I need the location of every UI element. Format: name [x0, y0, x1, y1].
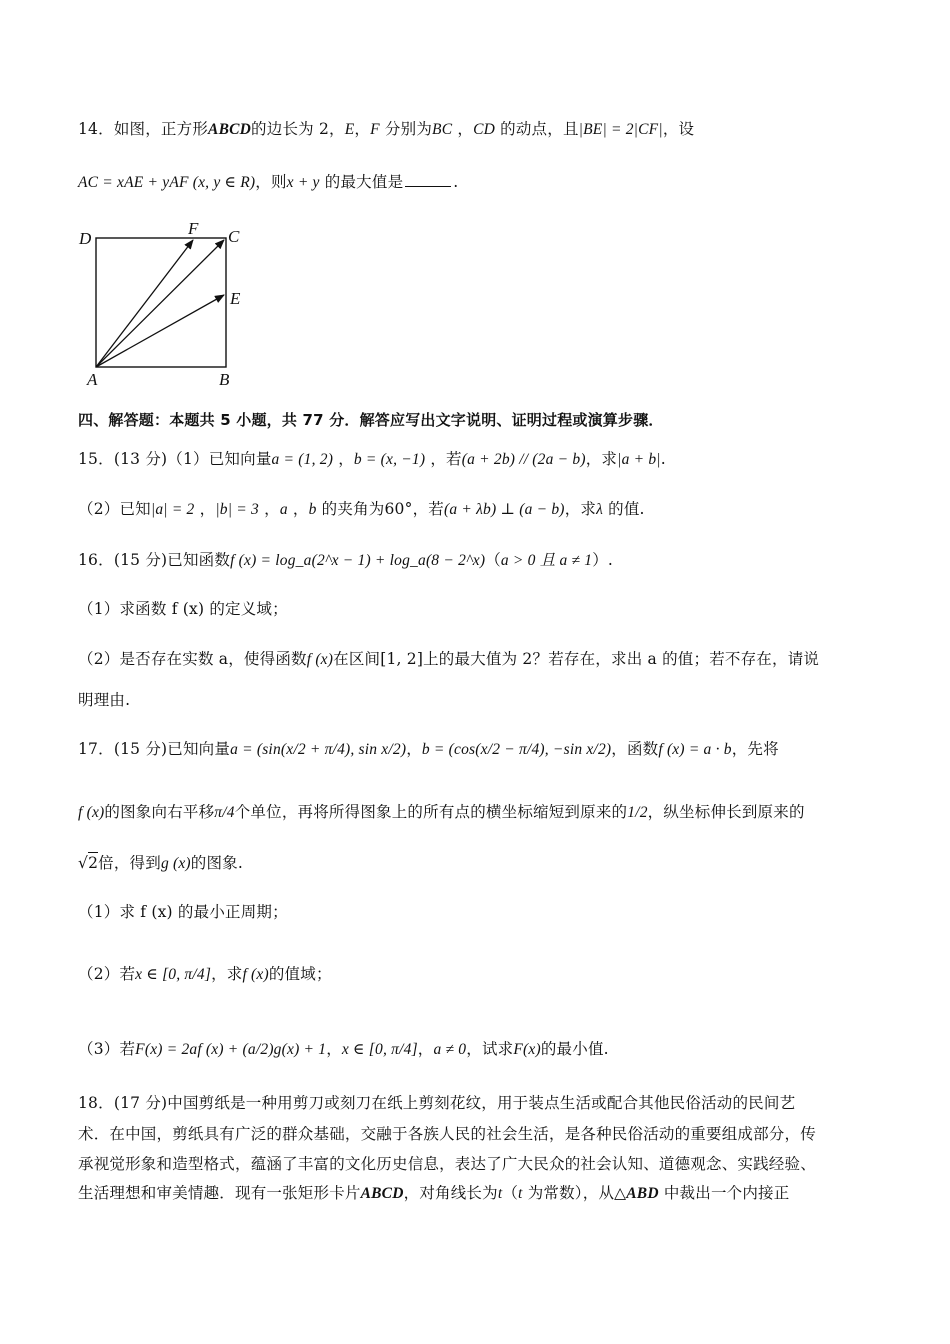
q16-text: 上的最大值为 2？若存在，求出 a 的值；若不存在，请说	[423, 650, 820, 668]
q17-text: ，求	[211, 965, 243, 983]
q16-line-4: 明理由.	[78, 691, 131, 709]
q15-text: 的夹角为	[316, 500, 385, 518]
q17-half: 1/2	[627, 804, 648, 821]
q17-text: ，试求	[466, 1040, 514, 1058]
q17-text: ，	[406, 740, 422, 758]
q15-vector-b: b	[308, 501, 317, 518]
q17-text: ，函数	[611, 740, 659, 758]
q18-line-3: 承视觉形象和造型格式，蕴涵了丰富的文化历史信息，表达了广大民众的社会认知、道德观念、实践经验、	[78, 1155, 816, 1173]
q18-rectangle-name: ABCD	[360, 1185, 404, 1202]
q17-domain: x ∈ [0, π/4]	[341, 1041, 418, 1058]
section-4-heading: 四、解答题：本题共 5 小题，共 77 分．解答应写出文字说明、证明过程或演算步骤．	[78, 411, 664, 429]
q15-lambda: λ	[596, 501, 604, 518]
q17-fx: f (x)	[78, 804, 105, 821]
q14-text: .	[453, 173, 459, 191]
q15-perpendicular-condition: (a + λb) ⊥ (a − b)	[443, 501, 565, 518]
q18-text: （	[502, 1184, 519, 1202]
q14-text: 分别为	[379, 120, 433, 138]
q17-text: （3）若	[78, 1040, 136, 1058]
q17-text: 17．(15 分)已知向量	[78, 740, 231, 758]
q14-sum: x + y	[286, 174, 320, 191]
q15-parallel-condition: (a + 2b) // (2a − b)	[461, 451, 586, 468]
answer-blank	[405, 186, 451, 187]
q17-text: ，	[417, 1040, 434, 1058]
q18-triangle: △ABD	[614, 1185, 659, 1202]
q15-vector-a: a = (1, 2)	[271, 451, 334, 468]
q15-text: ，求	[564, 500, 597, 518]
q18-t: t	[518, 1185, 523, 1202]
q17-gx: g (x)	[160, 855, 191, 872]
q17-Fx: F(x)	[513, 1041, 541, 1058]
q17-text: 的值域；	[268, 965, 332, 983]
q16-function: f (x) = log_a(2^x − 1) + log_a(8 − 2^x)	[230, 552, 486, 569]
q17-text: （2）若	[78, 965, 136, 983]
q17-line-2	[78, 800, 805, 822]
q15-norm-b: |b| = 3	[215, 501, 259, 518]
q14-line-1	[78, 117, 694, 139]
q16-text: （	[485, 551, 501, 569]
label-f: F	[188, 222, 199, 238]
q14-condition: |BE| = 2|CF|	[578, 121, 663, 138]
label-e: E	[230, 289, 241, 308]
q18-text: 生活理想和审美情趣．现有一张矩形卡片	[78, 1184, 361, 1202]
q16-line-2: （1）求函数 f (x) 的定义域；	[78, 600, 288, 618]
q14-text: ，	[354, 120, 371, 138]
q16-line-3	[78, 647, 819, 669]
label-b: B	[219, 370, 230, 389]
q17-text: 的图象.	[190, 854, 244, 872]
q18-t: t	[497, 1185, 503, 1202]
q14-square-name: ABCD	[208, 121, 252, 138]
q17-text: ，	[326, 1040, 342, 1058]
q15-text: ，	[258, 500, 280, 518]
label-a: A	[87, 370, 98, 389]
q17-sqrt2: √2	[78, 854, 99, 872]
q14-text: 14．如图，正方形	[78, 120, 209, 138]
q15-norm-a: |a| = 2	[150, 501, 195, 518]
vector-ae	[96, 295, 224, 367]
q17-line-6	[78, 1037, 609, 1059]
q17-line-4: （1）求 f (x) 的最小正周期；	[78, 903, 288, 921]
q14-point-f: F	[370, 121, 380, 138]
q15-target: |a + b|	[617, 451, 661, 468]
q15-angle: 60°	[384, 500, 413, 518]
q15-text: ，	[287, 500, 309, 518]
q18-text: ，对角线长为	[403, 1184, 498, 1202]
q16-line-1	[78, 548, 613, 570]
q14-segment-cd: CD	[473, 121, 496, 138]
vector-ac	[96, 240, 224, 367]
q17-shift: π/4	[214, 804, 235, 821]
q17-text: 个单位，再将所得图象上的所有点的横坐标缩短到原来的	[234, 803, 628, 821]
q17-text: ，先将	[731, 740, 779, 758]
q16-text: 在区间	[333, 650, 381, 668]
q16-text: ）.	[592, 551, 614, 569]
q17-vector-b: b = (cos(x/2 − π/4), −sin x/2)	[421, 741, 612, 758]
q18-text: 中裁出一个内接正	[658, 1184, 790, 1202]
q15-text: .	[660, 450, 666, 468]
q17-text: 的最小值.	[540, 1040, 609, 1058]
q17-line-1	[78, 737, 779, 759]
q17-line-3	[78, 851, 243, 873]
q15-text: ，	[194, 500, 216, 518]
q14-line-2	[78, 170, 458, 192]
q15-vector-b: b = (x, −1)	[353, 451, 426, 468]
q14-text: ，则	[255, 173, 287, 191]
q15-line-2	[78, 497, 645, 519]
label-d: D	[79, 229, 92, 248]
q18-line-2: 术．在中国，剪纸具有广泛的群众基础，交融于各族人民的社会生活，是各种民俗活动的重要组成部分，传	[78, 1125, 816, 1143]
q16-text: 16．(15 分)已知函数	[78, 551, 231, 569]
q15-text: ，	[333, 450, 354, 468]
q14-point-e: E	[344, 121, 355, 138]
q16-interval: [1, 2]	[380, 650, 424, 668]
q17-text: 的图象向右平移	[104, 803, 215, 821]
q15-text: ，若	[412, 500, 444, 518]
q17-text: 倍，得到	[98, 854, 161, 872]
q15-text: ，求	[585, 450, 618, 468]
q17-line-5	[78, 962, 332, 984]
q15-vector-a: a	[279, 501, 288, 518]
q14-square-figure	[76, 222, 266, 392]
q17-vector-a: a = (sin(x/2 + π/4), sin x/2)	[230, 741, 407, 758]
q17-text: ，纵坐标伸长到原来的	[647, 803, 805, 821]
q17-function: f (x) = a · b	[658, 741, 732, 758]
q15-text: ，若	[425, 450, 462, 468]
q18-text: 为常数），从	[522, 1184, 615, 1202]
q18-line-4	[78, 1181, 789, 1203]
q14-text: 的动点，且	[495, 120, 579, 138]
q17-a-nonzero: a ≠ 0	[433, 1041, 467, 1058]
q15-text: 15．(13 分)（1）已知向量	[78, 450, 272, 468]
q14-text: ，	[452, 120, 474, 138]
q15-line-1	[78, 447, 666, 469]
q16-text: （2）是否存在实数 a，使得函数	[78, 650, 307, 668]
q14-segment-bc: BC	[432, 121, 453, 138]
q15-text: 的值.	[603, 500, 645, 518]
q16-fx: f (x)	[306, 651, 334, 668]
q15-text: （2）已知	[78, 500, 151, 518]
q17-domain: x ∈ [0, π/4]	[135, 966, 212, 983]
q18-line-1: 18．(17 分)中国剪纸是一种用剪刀或刻刀在纸上剪刻花纹，用于装点生活或配合其他民俗活动的民间艺	[78, 1094, 796, 1112]
q16-base-condition: a > 0 且 a ≠ 1	[500, 552, 593, 569]
q17-big-f: F(x) = 2af (x) + (a/2)g(x) + 1	[135, 1041, 327, 1058]
q14-vector-equation: AC = xAE + yAF (x, y ∈ R)	[78, 174, 256, 191]
q14-text: 的边长为 2，	[251, 120, 345, 138]
label-c: C	[228, 227, 240, 246]
q14-text: 的最大值是	[319, 173, 404, 191]
q14-text: ，设	[662, 120, 695, 138]
vector-af	[96, 240, 193, 367]
q17-fx: f (x)	[242, 966, 269, 983]
